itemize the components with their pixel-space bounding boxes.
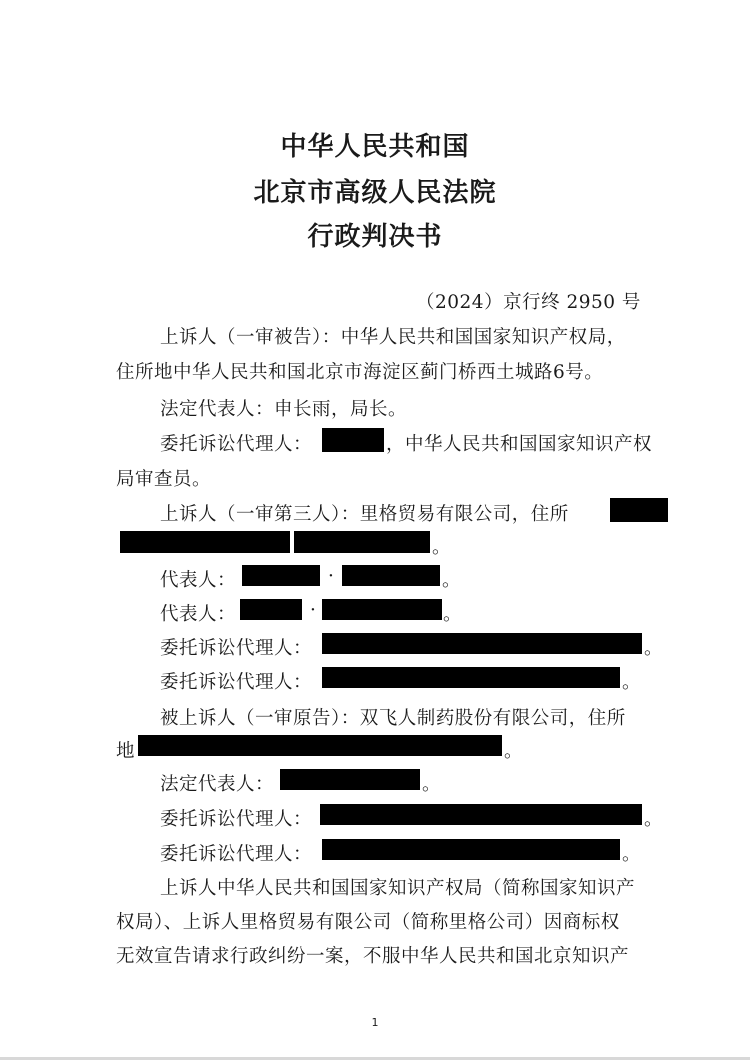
legal-representative: 法定代表人：申长雨，局长。 xyxy=(160,399,408,420)
redaction-block xyxy=(322,839,620,860)
country-title: 中华人民共和国 xyxy=(280,132,470,162)
agent3-label: 委托诉讼代理人： xyxy=(160,672,313,693)
respondent-line1: 被上诉人（一审原告）：双飞人制药股份有限公司，住所 xyxy=(160,708,626,729)
body-paragraph-line3: 无效宣告请求行政纠纷一案，不服中华人民共和国北京知识产 xyxy=(116,946,630,967)
respondent-continuation: 地 xyxy=(116,741,136,762)
agent1-suffix: ，中华人民共和国国家知识产权 xyxy=(386,434,653,455)
period: 。 xyxy=(622,672,642,693)
appellant2-line1: 上诉人（一审第三人）：里格贸易有限公司，住所 xyxy=(160,504,569,525)
redaction-block xyxy=(322,633,642,654)
representative2-label: 代表人： xyxy=(160,604,237,625)
redaction-block xyxy=(280,769,420,790)
name-separator-dot: · xyxy=(310,600,317,621)
agent2-label: 委托诉讼代理人： xyxy=(160,638,313,659)
court-title: 北京市高级人民法院 xyxy=(253,178,497,208)
agent4-label: 委托诉讼代理人： xyxy=(160,809,313,830)
appellant1-line1: 上诉人（一审被告）：中华人民共和国国家知识产权局， xyxy=(160,327,626,348)
case-number: （2024）京行终 2950 号 xyxy=(416,292,641,313)
period: 。 xyxy=(622,844,642,865)
body-paragraph-line1: 上诉人中华人民共和国国家知识产权局（简称国家知识产 xyxy=(160,878,636,899)
redaction-block xyxy=(322,599,442,620)
redaction-block xyxy=(138,735,502,756)
redaction-block xyxy=(294,531,430,553)
period: 。 xyxy=(644,638,664,659)
redaction-block xyxy=(322,667,620,688)
redaction-block xyxy=(322,428,384,452)
representative1-label: 代表人： xyxy=(160,570,237,591)
redaction-block xyxy=(320,804,642,825)
appellant1-line2: 住所地中华人民共和国北京市海淀区蓟门桥西土城路6号。 xyxy=(116,362,604,383)
name-separator-dot: · xyxy=(328,566,335,587)
period: 。 xyxy=(442,570,462,591)
agent1-continuation: 局审查员。 xyxy=(116,469,212,490)
period: 。 xyxy=(432,537,452,558)
period: 。 xyxy=(644,809,664,830)
redaction-block xyxy=(120,531,290,553)
document-type-title: 行政判决书 xyxy=(307,222,443,252)
redaction-block xyxy=(242,565,320,586)
period: 。 xyxy=(443,604,463,625)
period: 。 xyxy=(422,774,442,795)
agent5-label: 委托诉讼代理人： xyxy=(160,844,313,865)
redaction-block xyxy=(610,498,668,522)
redaction-block xyxy=(240,599,302,620)
page-number: 1 xyxy=(371,1016,379,1029)
respondent-legal-rep-label: 法定代表人： xyxy=(160,774,275,795)
agent1-label: 委托诉讼代理人： xyxy=(160,434,313,455)
redaction-block xyxy=(342,565,440,586)
body-paragraph-line2: 权局）、上诉人里格贸易有限公司（简称里格公司）因商标权 xyxy=(116,912,620,933)
period: 。 xyxy=(504,741,524,762)
